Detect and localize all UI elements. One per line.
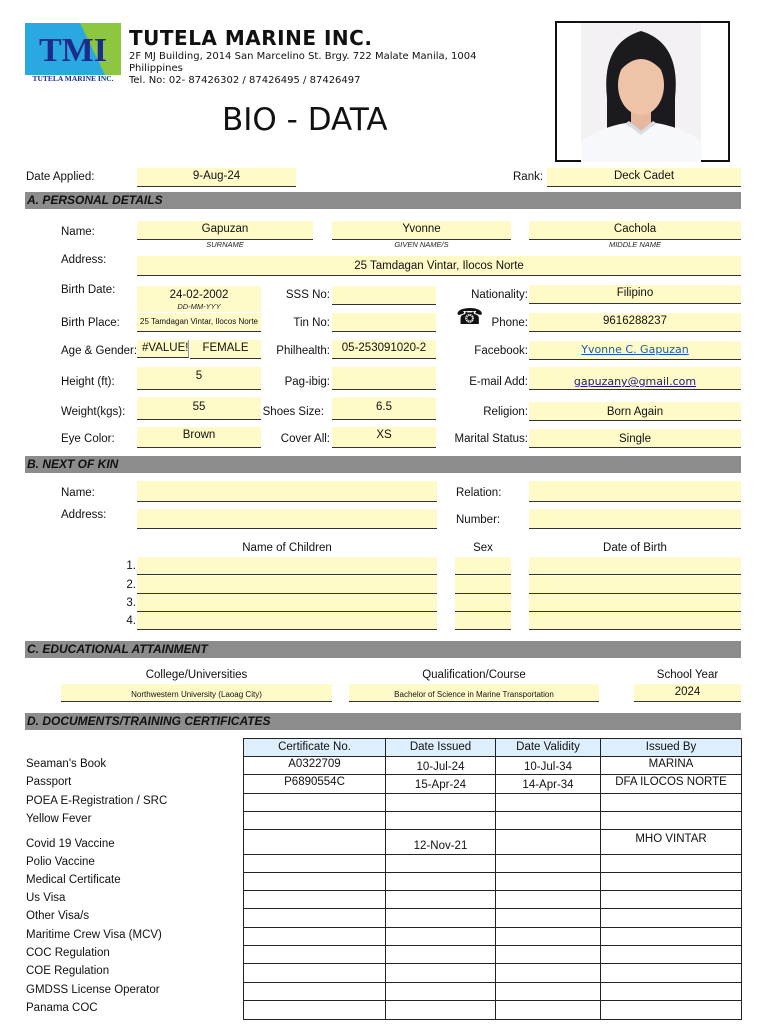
document-row-cell[interactable] <box>600 854 742 873</box>
kin-relation-label: Relation: <box>456 487 502 499</box>
document-row-cell[interactable]: MHO VINTAR <box>600 829 742 855</box>
document-row-cell[interactable]: A0322709 <box>243 756 386 775</box>
document-row-label: Panama COC <box>26 1002 98 1014</box>
document-row-cell[interactable] <box>243 1000 386 1020</box>
company-logo <box>25 23 121 81</box>
pagibig-field[interactable] <box>332 367 436 390</box>
document-row-label: GMDSS License Operator <box>26 984 160 996</box>
kin-number-label: Number: <box>456 514 501 526</box>
philhealth-label: Philhealth: <box>276 345 330 357</box>
course-header: Qualification/Course <box>422 669 526 681</box>
birth-date-field[interactable]: 24-02-2002 <box>137 286 261 302</box>
shoes-label: Shoes Size: <box>262 406 324 418</box>
certificate-table-header: Certificate No. <box>243 738 386 757</box>
eye-color-label: Eye Color: <box>61 433 115 445</box>
document-row-cell[interactable] <box>495 890 601 909</box>
document-title: BIO - DATA <box>222 102 388 138</box>
document-row-label: Other Visa/s <box>26 910 90 922</box>
gender-field[interactable]: FEMALE <box>190 340 261 359</box>
child-dob-field[interactable] <box>529 612 741 630</box>
document-row-cell[interactable]: 14-Apr-34 <box>495 774 601 794</box>
certificate-table-header: Date Issued <box>385 738 496 757</box>
child-name-field[interactable] <box>137 557 437 575</box>
child-sex-field[interactable] <box>455 576 511 594</box>
document-row-cell[interactable] <box>243 829 386 855</box>
applicant-photo <box>581 23 701 162</box>
sss-label: SSS No: <box>285 289 330 301</box>
document-row-cell[interactable] <box>600 963 742 983</box>
nationality-field[interactable]: Filipino <box>529 285 741 304</box>
document-row-cell[interactable] <box>243 927 386 946</box>
document-row-cell[interactable] <box>385 908 496 928</box>
age-field[interactable]: #VALUE! <box>137 340 189 358</box>
philhealth-field[interactable]: 05-253091020-2 <box>332 340 436 359</box>
document-row-cell[interactable] <box>385 811 496 830</box>
weight-field[interactable]: 55 <box>137 397 261 420</box>
document-row-label: Passport <box>26 776 72 788</box>
document-row-cell[interactable] <box>600 890 742 909</box>
document-row-label: Covid 19 Vaccine <box>26 838 115 850</box>
child-sex-field[interactable] <box>455 557 511 575</box>
certificate-table-header: Issued By <box>600 738 742 757</box>
section-personal-details: A. PERSONAL DETAILS <box>25 192 741 209</box>
logo-graphic <box>25 23 121 81</box>
phone-icon: ☎ <box>456 305 484 330</box>
phone-label: Phone: <box>491 317 528 329</box>
document-row-cell[interactable] <box>600 1000 742 1020</box>
tin-label: Tin No: <box>293 317 330 329</box>
document-row-cell[interactable] <box>243 890 386 909</box>
document-row-cell[interactable] <box>600 927 742 946</box>
college-header: College/Universities <box>145 669 248 681</box>
kin-address-label: Address: <box>61 509 107 521</box>
document-row-label: COE Regulation <box>26 965 110 977</box>
document-row-cell[interactable] <box>385 793 496 812</box>
document-row-cell[interactable] <box>495 908 601 928</box>
child-name-field[interactable] <box>137 576 437 594</box>
document-row-cell[interactable]: P6890554C <box>243 774 386 794</box>
surname-field[interactable]: Gapuzan <box>137 221 313 240</box>
nationality-label: Nationality: <box>471 289 528 301</box>
document-row-cell[interactable] <box>243 793 386 812</box>
document-row-cell[interactable] <box>495 872 601 891</box>
document-row-label: POEA E-Registration / SRC <box>26 795 168 807</box>
company-address <box>129 51 476 87</box>
document-row-cell[interactable]: 12-Nov-21 <box>385 829 496 855</box>
company-name: TUTELA MARINE INC. <box>129 26 373 50</box>
weight-label: Weight(kgs): <box>61 406 126 418</box>
pagibig-label: Pag-ibig: <box>284 376 330 388</box>
kin-relation-field[interactable] <box>529 481 741 502</box>
document-row-cell[interactable] <box>385 872 496 891</box>
shoes-field[interactable]: 6.5 <box>332 397 436 420</box>
middle-name-caption: MIDDLE NAME <box>608 240 662 249</box>
facebook-link[interactable]: Yvonne C. Gapuzan <box>529 341 741 360</box>
document-row-cell[interactable] <box>600 811 742 830</box>
document-row-cell[interactable] <box>243 811 386 830</box>
marital-status-field[interactable]: Single <box>529 429 741 448</box>
phone-field[interactable]: 9616288237 <box>529 313 741 332</box>
section-educational-attainment: C. EDUCATIONAL ATTAINMENT <box>25 641 741 658</box>
eye-color-field[interactable]: Brown <box>137 427 261 448</box>
document-row-cell[interactable]: 10-Jul-24 <box>385 756 496 775</box>
document-row-cell[interactable] <box>495 829 601 855</box>
svg-text:TUTELA MARINE INC.: TUTELA MARINE INC. <box>32 74 114 81</box>
document-row-cell[interactable] <box>495 811 601 830</box>
coverall-label: Cover All: <box>280 433 330 445</box>
svg-text:TMI: TMI <box>39 32 107 69</box>
section-next-of-kin: B. NEXT OF KIN <box>25 456 741 473</box>
child-row-number: 1. <box>126 560 136 572</box>
birth-place-label: Birth Place: <box>61 317 120 329</box>
tin-field[interactable] <box>332 313 436 332</box>
document-row-label: Yellow Fever <box>26 813 92 825</box>
document-row-cell[interactable] <box>600 872 742 891</box>
address-line-2: Philippines <box>129 63 183 74</box>
document-row-cell[interactable] <box>600 908 742 928</box>
birth-date-label: Birth Date: <box>61 284 116 296</box>
child-sex-field[interactable] <box>455 594 511 612</box>
sss-field[interactable] <box>332 286 436 305</box>
document-row-label: Maritime Crew Visa (MCV) <box>26 929 162 941</box>
document-row-label: COC Regulation <box>26 947 110 959</box>
child-dob-field[interactable] <box>529 557 741 575</box>
kin-name-label: Name: <box>61 487 95 499</box>
document-row-cell[interactable]: MARINA <box>600 756 742 775</box>
child-row-number: 2. <box>126 579 136 591</box>
document-row-cell[interactable]: 15-Apr-24 <box>385 774 496 794</box>
document-row-cell[interactable] <box>243 854 386 873</box>
document-row-cell[interactable] <box>385 1000 496 1020</box>
height-field[interactable]: 5 <box>137 367 261 390</box>
address-field[interactable]: 25 Tamdagan Vintar, Ilocos Norte <box>137 256 741 276</box>
document-row-cell[interactable] <box>495 982 601 1001</box>
document-row-label: Polio Vaccine <box>26 856 95 868</box>
document-row-cell[interactable] <box>495 963 601 983</box>
email-link[interactable]: gapuzany@gmail.com <box>529 367 741 390</box>
applicant-photo-frame <box>555 21 730 162</box>
name-label: Name: <box>61 226 95 238</box>
middle-name-field[interactable]: Cachola <box>529 221 741 240</box>
section-documents-certificates: D. DOCUMENTS/TRAINING CERTIFICATES <box>25 713 741 730</box>
document-row-cell[interactable] <box>495 1000 601 1020</box>
document-row-cell[interactable] <box>385 945 496 964</box>
rank-field[interactable]: Deck Cadet <box>547 168 741 187</box>
document-row-cell[interactable] <box>600 982 742 1001</box>
document-row-cell[interactable] <box>495 927 601 946</box>
children-sex-header: Sex <box>473 542 493 554</box>
course-field[interactable]: Bachelor of Science in Marine Transportation <box>349 684 599 702</box>
given-name-field[interactable]: Yvonne <box>332 221 511 240</box>
document-row-cell[interactable] <box>600 945 742 964</box>
document-row-cell[interactable] <box>495 854 601 873</box>
document-row-cell[interactable] <box>385 982 496 1001</box>
document-row-label: Seaman's Book <box>26 758 107 770</box>
document-row-cell[interactable] <box>495 945 601 964</box>
children-name-header: Name of Children <box>242 542 332 554</box>
religion-field[interactable]: Born Again <box>529 402 741 421</box>
document-row-label: Medical Certificate <box>26 874 121 886</box>
birth-date-format: DD-MM-YYY <box>137 302 261 312</box>
document-row-cell[interactable] <box>243 963 386 983</box>
date-applied-field[interactable]: 9-Aug-24 <box>137 168 296 187</box>
facebook-label: Facebook: <box>474 345 528 357</box>
kin-number-field[interactable] <box>529 509 741 529</box>
age-gender-label: Age & Gender: <box>61 345 138 357</box>
school-year-field[interactable]: 2024 <box>634 684 741 702</box>
religion-label: Religion: <box>483 406 528 418</box>
document-row-cell[interactable] <box>385 890 496 909</box>
height-label: Height (ft): <box>61 376 115 388</box>
document-row-cell[interactable] <box>243 872 386 891</box>
address-line-1: 2F MJ Building, 2014 San Marcelino St. Brgy. 722 Malate Manila, 1004 <box>129 51 477 62</box>
document-row-cell[interactable] <box>385 963 496 983</box>
address-label: Address: <box>61 254 107 266</box>
email-label: E-mail Add: <box>469 376 528 388</box>
document-row-cell[interactable]: 10-Jul-34 <box>495 756 601 775</box>
child-row-number: 4. <box>126 615 136 627</box>
given-name-caption: GIVEN NAME/S <box>394 240 449 249</box>
document-row-cell[interactable] <box>385 927 496 946</box>
date-applied-label: Date Applied: <box>26 171 95 183</box>
kin-name-field[interactable] <box>137 481 437 502</box>
document-row-cell[interactable] <box>243 908 386 928</box>
rank-label: Rank: <box>513 171 544 183</box>
document-row-cell[interactable] <box>243 982 386 1001</box>
birth-place-field[interactable]: 25 Tamdagan Vintar, Ilocos Norte <box>137 313 261 332</box>
document-row-cell[interactable] <box>600 793 742 812</box>
document-row-cell[interactable] <box>385 854 496 873</box>
college-field[interactable]: Northwestern University (Laoag City) <box>61 684 332 702</box>
surname-caption: SURNAME <box>206 240 244 249</box>
child-row-number: 3. <box>126 597 136 609</box>
marital-status-label: Marital Status: <box>454 433 528 445</box>
certificate-table-header: Date Validity <box>495 738 601 757</box>
document-row-cell[interactable]: DFA ILOCOS NORTE <box>600 774 742 794</box>
school-year-header: School Year <box>656 669 719 681</box>
kin-address-field[interactable] <box>137 509 437 529</box>
children-dob-header: Date of Birth <box>603 542 667 554</box>
document-row-cell[interactable] <box>243 945 386 964</box>
child-name-field[interactable] <box>137 612 437 630</box>
coverall-field[interactable]: XS <box>332 427 436 448</box>
company-tel: Tel. No: 02- 87426302 / 87426495 / 87426497 <box>129 75 361 86</box>
child-dob-field[interactable] <box>529 594 741 612</box>
child-dob-field[interactable] <box>529 576 741 594</box>
child-name-field[interactable] <box>137 594 437 612</box>
document-row-label: Us Visa <box>26 892 66 904</box>
child-sex-field[interactable] <box>455 612 511 630</box>
document-row-cell[interactable] <box>495 793 601 812</box>
